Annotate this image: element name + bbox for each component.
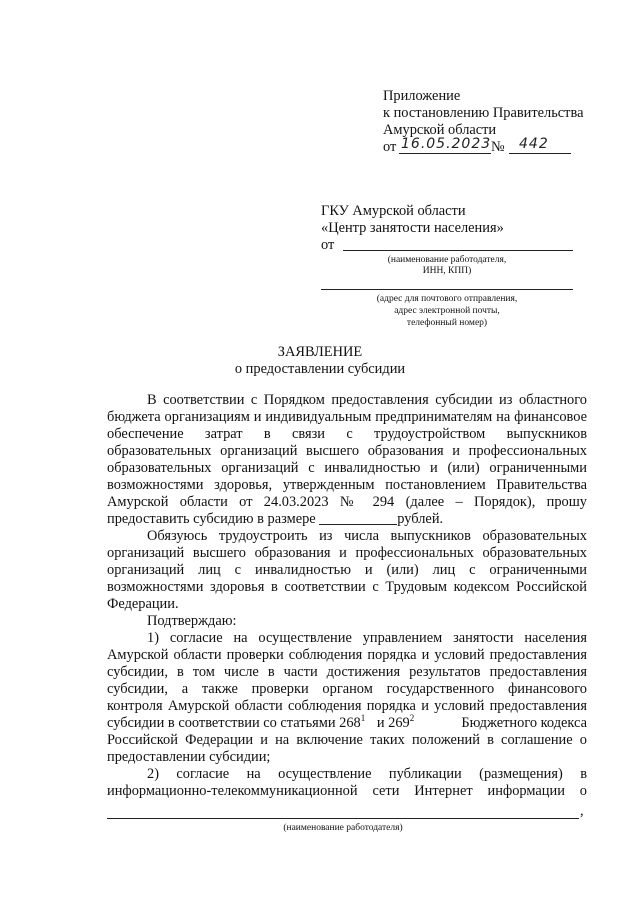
item1-line-3: субсидии, в том числе в части достижения результатов предоставления [107,664,587,680]
address-line [321,289,573,290]
trailing-comma: , [580,803,584,819]
p2-line-4: возможностями здоровья в соответствии с Трудовым кодексом Российской [107,579,587,595]
subsidy-currency: рублей. [397,511,444,527]
employer-name-field [107,818,579,819]
appendix-line-3: Амурской области [383,122,497,138]
appendix-line-1: Приложение [383,88,461,104]
p1-line-6: возможностями здоровья, утвержденным постановлением Правительства [107,477,587,493]
paragraph-1 [107,392,587,528]
paragraph-2 [107,528,587,613]
subsidy-amount-blank [319,511,397,525]
employer-note-2: ИНН, КПП) [422,266,472,276]
p1-line-5: образовательных организаций с инвалидностью и (или) ограниченными [107,460,587,476]
date-underline [399,153,491,154]
employer-name-note: (наименование работодателя) [283,823,403,833]
item1-line-2: Амурской области проверки соблюдения порядка и условий предоставления [107,647,587,663]
appendix-date: 16.05.2023 [401,136,492,152]
item2-line-2: информационно-телекоммуникационной сети Интернет информации о [107,783,587,799]
document-title: ЗАЯВЛЕНИЕ [277,344,363,360]
item1-line-5: контроля Амурской области соблюдения порядка и условий предоставления [107,698,587,714]
item1-l6-sup-2: 2 [409,713,415,724]
recipient-from: от [321,237,335,253]
p1-line-1: В соответствии с Порядком предоставления субсидии из областного [147,392,587,408]
p2-line-1: Обязуюсь трудоустроить из числа выпускников образовательных [147,528,587,544]
recipient-line-2: «Центр занятости населения» [321,220,504,236]
p2-line-5: Федерации. [107,596,179,612]
item1-l6-part-c: Бюджетного кодекса [461,715,587,731]
item1-l6-sup-1: 1 [360,713,366,724]
subsidy-amount-label: предоставить субсидию в размере [107,511,316,527]
p1-line-4: образовательных организаций высшего образования и профессиональных [107,443,587,459]
appendix-number-sign: № [491,139,505,155]
appendix-number: 442 [519,136,549,152]
document-subtitle: о предоставлении субсидии [234,361,406,377]
p2-line-2: организаций высшего образования и профессиональных образовательных [107,545,587,561]
appendix-from: от [383,139,397,155]
confirm-block [107,613,587,800]
item1-l6-part-a: субсидии в соответствии со статьями 268 [107,715,361,731]
p1-line-3: обеспечение затрат в связи с трудоустройством выпускников [107,426,587,442]
address-note-2: адрес электронной почты, [394,306,500,316]
item1-l6-part-b: и 269 [376,715,410,731]
address-note-1: (адрес для почтового отправления, [376,294,518,304]
item2-line-1: 2) согласие на осуществление публикации (размещения) в [147,766,587,782]
employer-name-line [343,250,573,251]
confirm-heading: Подтверждаю: [147,613,237,629]
p1-line-2: бюджета организациям и индивидуальным предпринимателям на финансовое [107,409,587,425]
p2-line-3: организаций лиц с инвалидностью и (или) лиц с ограниченными [107,562,587,578]
item1-line-4: субсидии, а также проверки органом государственного финансового [107,681,587,697]
employer-note-1: (наименование работодателя, [387,255,507,265]
p1-line-8 [107,511,587,528]
item1-line-1: 1) согласие на осуществление управлением занятости населения [147,630,587,646]
item1-line-8: предоставлении субсидии; [107,749,271,765]
appendix-line-2: к постановлению Правительства [383,105,584,121]
item1-line-7: Российской Федерации и на включение таких положений в соглашение о [107,732,587,748]
number-underline [509,153,571,154]
address-note-3: телефонный номер) [406,318,488,328]
item1-line-6 [107,715,587,732]
p1-line-7: Амурской области от 24.03.2023 № 294 (далее – Порядок), прошу [107,494,587,510]
recipient-line-1: ГКУ Амурской области [321,203,466,219]
